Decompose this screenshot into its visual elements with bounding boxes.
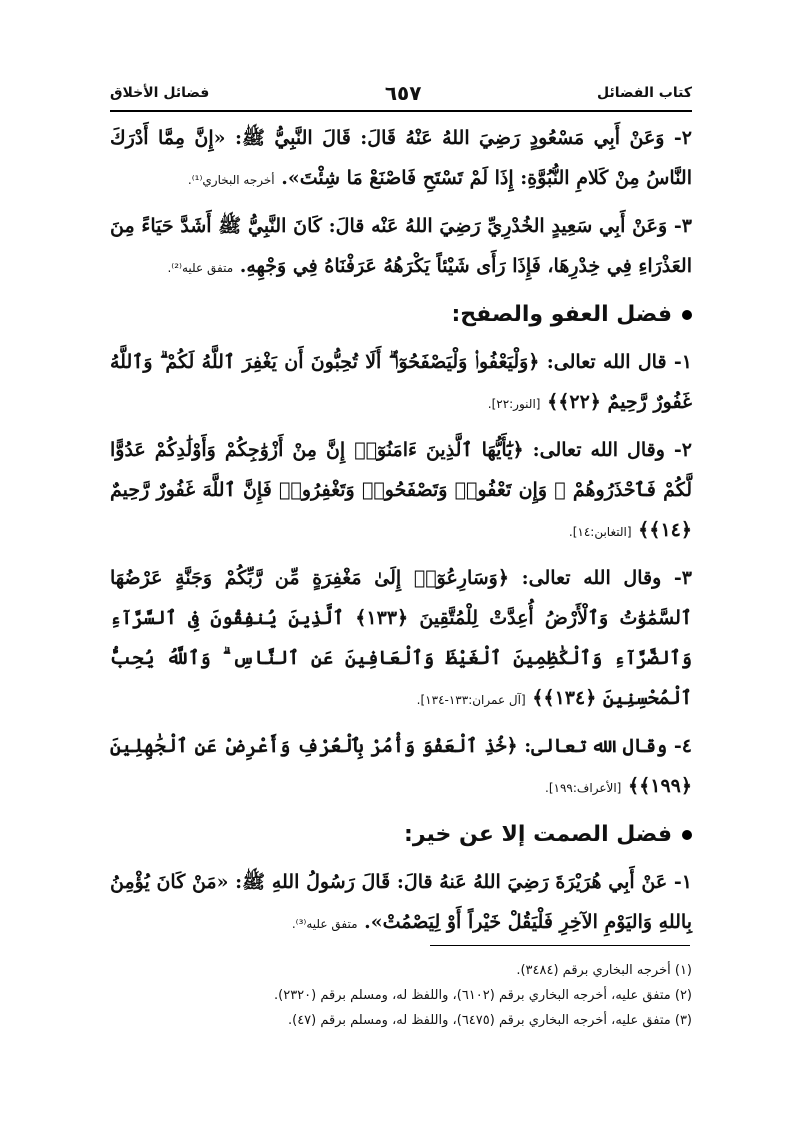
section-title: فضل الصمت إلا عن خير: xyxy=(404,822,672,847)
verse-paragraph xyxy=(110,342,692,424)
footnote: (١) أخرجه البخاري برقم (٣٤٨٤). xyxy=(516,963,692,978)
footnote: (٣) متفق عليه، أخرجه البخاري برقم (٦٤٧٥)، واللفظ له، ومسلم برقم (٤٧). xyxy=(287,1013,692,1028)
verse-reference: [الأعراف:١٩٩]. xyxy=(545,781,622,795)
footnotes xyxy=(110,958,692,1033)
verse-intro: ٣- وقال الله تعالى: xyxy=(521,567,693,589)
verse-paragraph xyxy=(110,430,692,552)
bullet-icon xyxy=(682,830,692,840)
verse-text: ﴿وَسَارِعُوٓا۟ إِلَىٰ مَغْفِرَةٍ مِّن رَّبِّكُمْ وَجَنَّةٍ عَرْضُهَا ٱلسَّمَٰوَٰتُ وَٱلْأَرْضُ أُعِدَّتْ لِلْمُتَّقِينَ ﴿١٣٣﴾ ٱلَّذِينَ يُنفِقُونَ فِى ٱلسَّرَّآءِ وَٱلضَّرَّآءِ وَٱلْكَٰظِمِينَ ٱلْغَيْظَ وَٱلْعَافِينَ عَنِ ٱلنَّاسِ ۗ وَٱللَّهُ يُحِبُّ ٱلْمُحْسِنِينَ ﴿١٣٤﴾﴾ xyxy=(110,567,692,709)
verse-text: ﴿وَلْيَعْفُوا۟ وَلْيَصْفَحُوٓا۟ ۗ أَلَا تُحِبُّونَ أَن يَغْفِرَ ٱللَّهُ لَكُمْ ۗ وَٱللَّهُ غَفُورٌ رَّحِيمٌ ﴿٢٢﴾﴾ xyxy=(110,351,692,413)
hadith-source: متفق عليه⁽²⁾. xyxy=(167,261,234,275)
footnote: (٢) متفق عليه، أخرجه البخاري برقم (٦١٠٢)، واللفظ له، ومسلم برقم (٢٣٢٠). xyxy=(274,988,692,1003)
hadith-source: أخرجه البخاري⁽¹⁾. xyxy=(187,173,275,187)
verse-reference: [التغابن:١٤]. xyxy=(568,525,632,539)
verse-text: ﴿يَٰٓأَيُّهَا ٱلَّذِينَ ءَامَنُوٓا۟ إِنَّ مِنْ أَزْوَٰجِكُمْ وَأَوْلَٰدِكُمْ عَدُوًّا لَّكُمْ فَٱحْذَرُوهُمْ ۚ وَإِن تَعْفُوا۟ وَتَصْفَحُوا۟ وَتَغْفِرُوا۟ فَإِنَّ ٱللَّهَ غَفُورٌ رَّحِيمٌ ﴿١٤﴾﴾ xyxy=(110,439,692,541)
verse-reference: [النور:٢٢]. xyxy=(487,397,541,411)
hadith-paragraph xyxy=(110,118,692,200)
hadith-text: ٣- وَعَنْ أَبِي سَعِيدٍ الخُدْرِيِّ رَضِيَ اللهُ عَنْه قالَ: كَانَ النَّبِيُّ ﷺ أَشَدَّ حَيَاءً مِنَ العَذْرَاءِ فِي خِدْرِهَا، فَإِذَا رَأَى شَيْئاً يَكْرَهُهُ عَرَفْنَاهُ فِي وَجْهِهِ. xyxy=(110,215,692,277)
section-heading xyxy=(110,818,692,852)
book-title: كتاب الفضائل xyxy=(597,85,692,101)
page-header xyxy=(110,80,692,112)
hadith-text: ٢- وَعَنْ أَبِي مَسْعُودٍ رَضِيَ اللهُ عَنْهُ قَالَ: قَالَ النَّبِيُّ ﷺ: «إِنَّ مِمَّا أَدْرَكَ النَّاسُ مِنْ كَلامِ النُّبُوَّةِ: إِذَا لَمْ تَسْتَحِ فَاصْنَعْ مَا شِئْتَ». xyxy=(110,127,692,189)
verse-intro: ٢- وقال الله تعالى: xyxy=(532,439,692,461)
section-heading xyxy=(110,298,692,332)
footnote-divider xyxy=(430,945,690,946)
hadith-paragraph xyxy=(110,862,692,944)
bullet-icon xyxy=(682,310,692,320)
hadith-text: ١- عَنْ أَبِي هُرَيْرَةَ رَضِيَ اللهُ عَنهُ قالَ: قَالَ رَسُولُ اللهِ ﷺ: «مَنْ كَانَ يُؤْمِنُ بِاللهِ وَاليَوْمِ الآخِرِ فَلْيَقُلْ خَيْراً أَوْ لِيَصْمُتْ». xyxy=(110,871,692,933)
hadith-source: متفق عليه⁽³⁾. xyxy=(291,917,358,931)
verse-intro: ١- قال الله تعالى: xyxy=(546,351,692,373)
hadith-paragraph xyxy=(110,206,692,288)
chapter-title: فضائل الأخلاق xyxy=(110,85,210,101)
verse-text: ﴿خُذِ ٱلْعَفْوَ وَأْمُرْ بِٱلْعُرْفِ وَأَعْرِضْ عَنِ ٱلْجَٰهِلِينَ ﴿١٩٩﴾﴾ xyxy=(110,735,692,797)
page-body xyxy=(110,118,692,950)
page-number: ٦٥٧ xyxy=(384,81,422,105)
section-title: فضل العفو والصفح: xyxy=(451,302,672,327)
verse-reference: [آل عمران:١٣٣-١٣٤]. xyxy=(416,693,526,707)
verse-paragraph xyxy=(110,726,692,808)
verse-intro: ٤- وقال الله تعالى: xyxy=(524,735,692,757)
verse-paragraph xyxy=(110,558,692,720)
